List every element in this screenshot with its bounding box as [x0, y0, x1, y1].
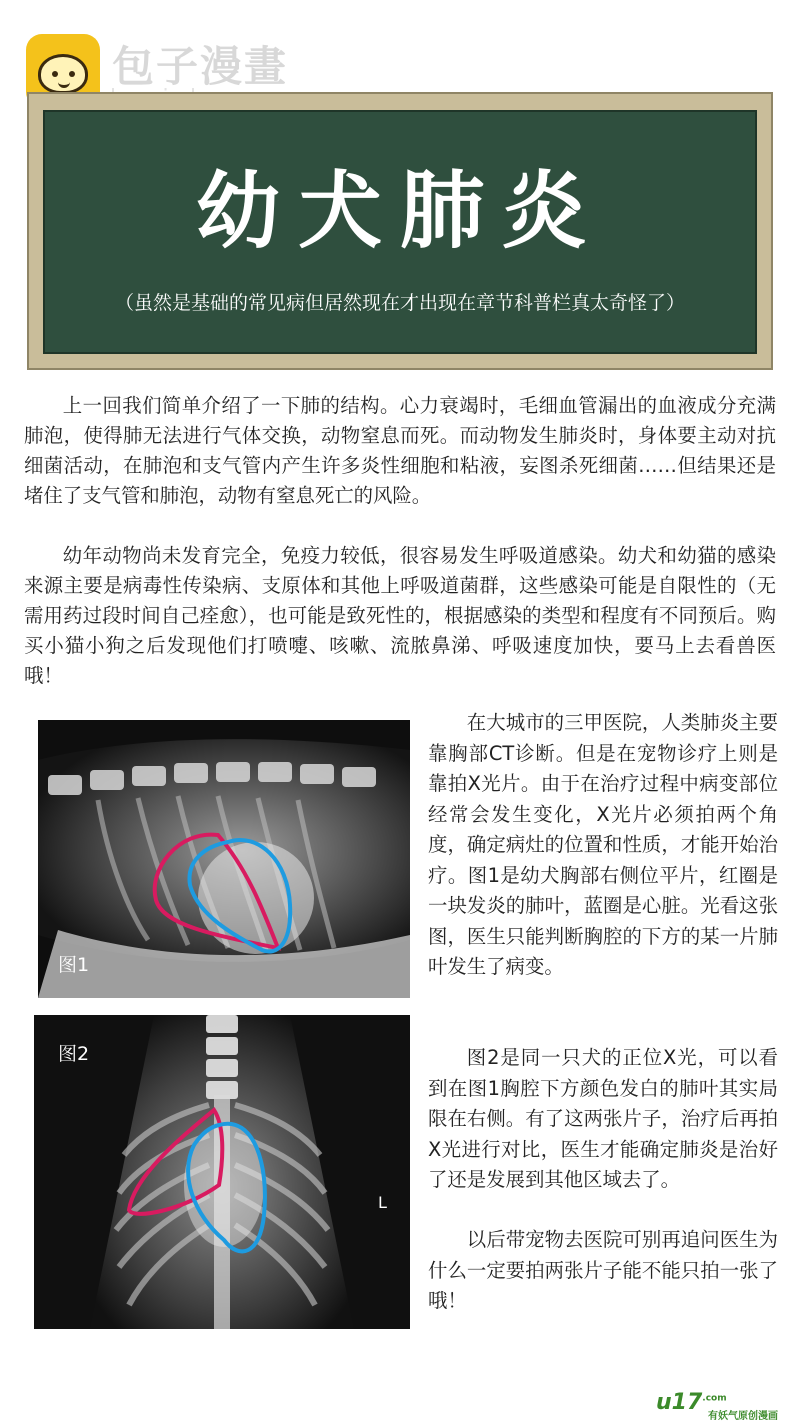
side-paragraph-1: 在大城市的三甲医院，人类肺炎主要靠胸部CT诊断。但是在宠物诊疗上则是靠拍X光片。由于在治疗过程中病变部位经常会发生变化，X光片必须拍两个角度，确定病灶的位置和性质，才能开始治疗。图1是幼犬胸部右侧位平片，红圈是一块发炎的肺叶，蓝圈是心脏。光看这张图，医生只能判断胸腔的下方的某一片肺叶发生了病变。: [428, 711, 778, 978]
chalkboard-surface: [43, 110, 757, 354]
figure-2-label: 图2: [58, 1043, 90, 1065]
bun-face-icon: [38, 54, 88, 94]
figure-2-orientation-marker: L: [378, 1193, 387, 1212]
footer-brand-tagline: 有妖气原创漫画: [708, 1411, 778, 1422]
xray-figure-2: [34, 1015, 410, 1329]
body-paragraph-1: 上一回我们简单介绍了一下肺的结构。心力衰竭时，毛细血管漏出的血液成分充满肺泡，使得肺无法进行气体交换，动物窒息而死。而动物发生肺炎时，身体要主动对抗细菌活动，在肺泡和支气管内产生许多炎性细胞和粘液，妄图杀死细菌……但结果还是堵住了支气管和肺泡，动物有窒息死亡的风险。: [24, 394, 776, 507]
xray-figure-1: [38, 720, 410, 998]
body-paragraph-2: 幼年动物尚未发育完全，免疫力较低，很容易发生呼吸道感染。幼犬和幼猫的感染来源主要是病毒性传染病、支原体和其他上呼吸道菌群，这些感染可能是自限性的（无需用药过段时间自己痊愈），也可能是致死性的，根据感染的类型和程度有不同预后。购买小猫小狗之后发现他们打喷嚏、咳嗽、流脓鼻涕、呼吸速度加快，要马上去看兽医哦！: [24, 544, 776, 687]
side-paragraph-3: 以后带宠物去医院可别再追问医生为什么一定要拍两张片子能不能只拍一张了哦！: [428, 1228, 778, 1312]
page-subtitle: （虽然是基础的常见病但居然现在才出现在章节科普栏真太奇怪了）: [114, 292, 685, 314]
bun-mouth-icon: [58, 79, 70, 88]
footer-brand-text: u17: [656, 1390, 703, 1415]
page-title: 幼犬肺炎: [195, 161, 604, 260]
watermark-site-name: 包子漫畫: [112, 42, 289, 91]
footer-brand-sup: .com: [702, 1393, 727, 1404]
figure-1-label: 图1: [58, 954, 90, 976]
bun-eye-icon: [52, 71, 58, 77]
bun-eye-icon: [69, 71, 75, 77]
chalkboard-header: [27, 92, 773, 370]
side-paragraph-2: 图2是同一只犬的正位X光，可以看到在图1胸腔下方颜色发白的肺叶其实局限在右侧。有了这两张片子，治疗后再拍X光进行对比，医生才能确定肺炎是治好了还是发展到其他区域去了。: [428, 1046, 778, 1191]
